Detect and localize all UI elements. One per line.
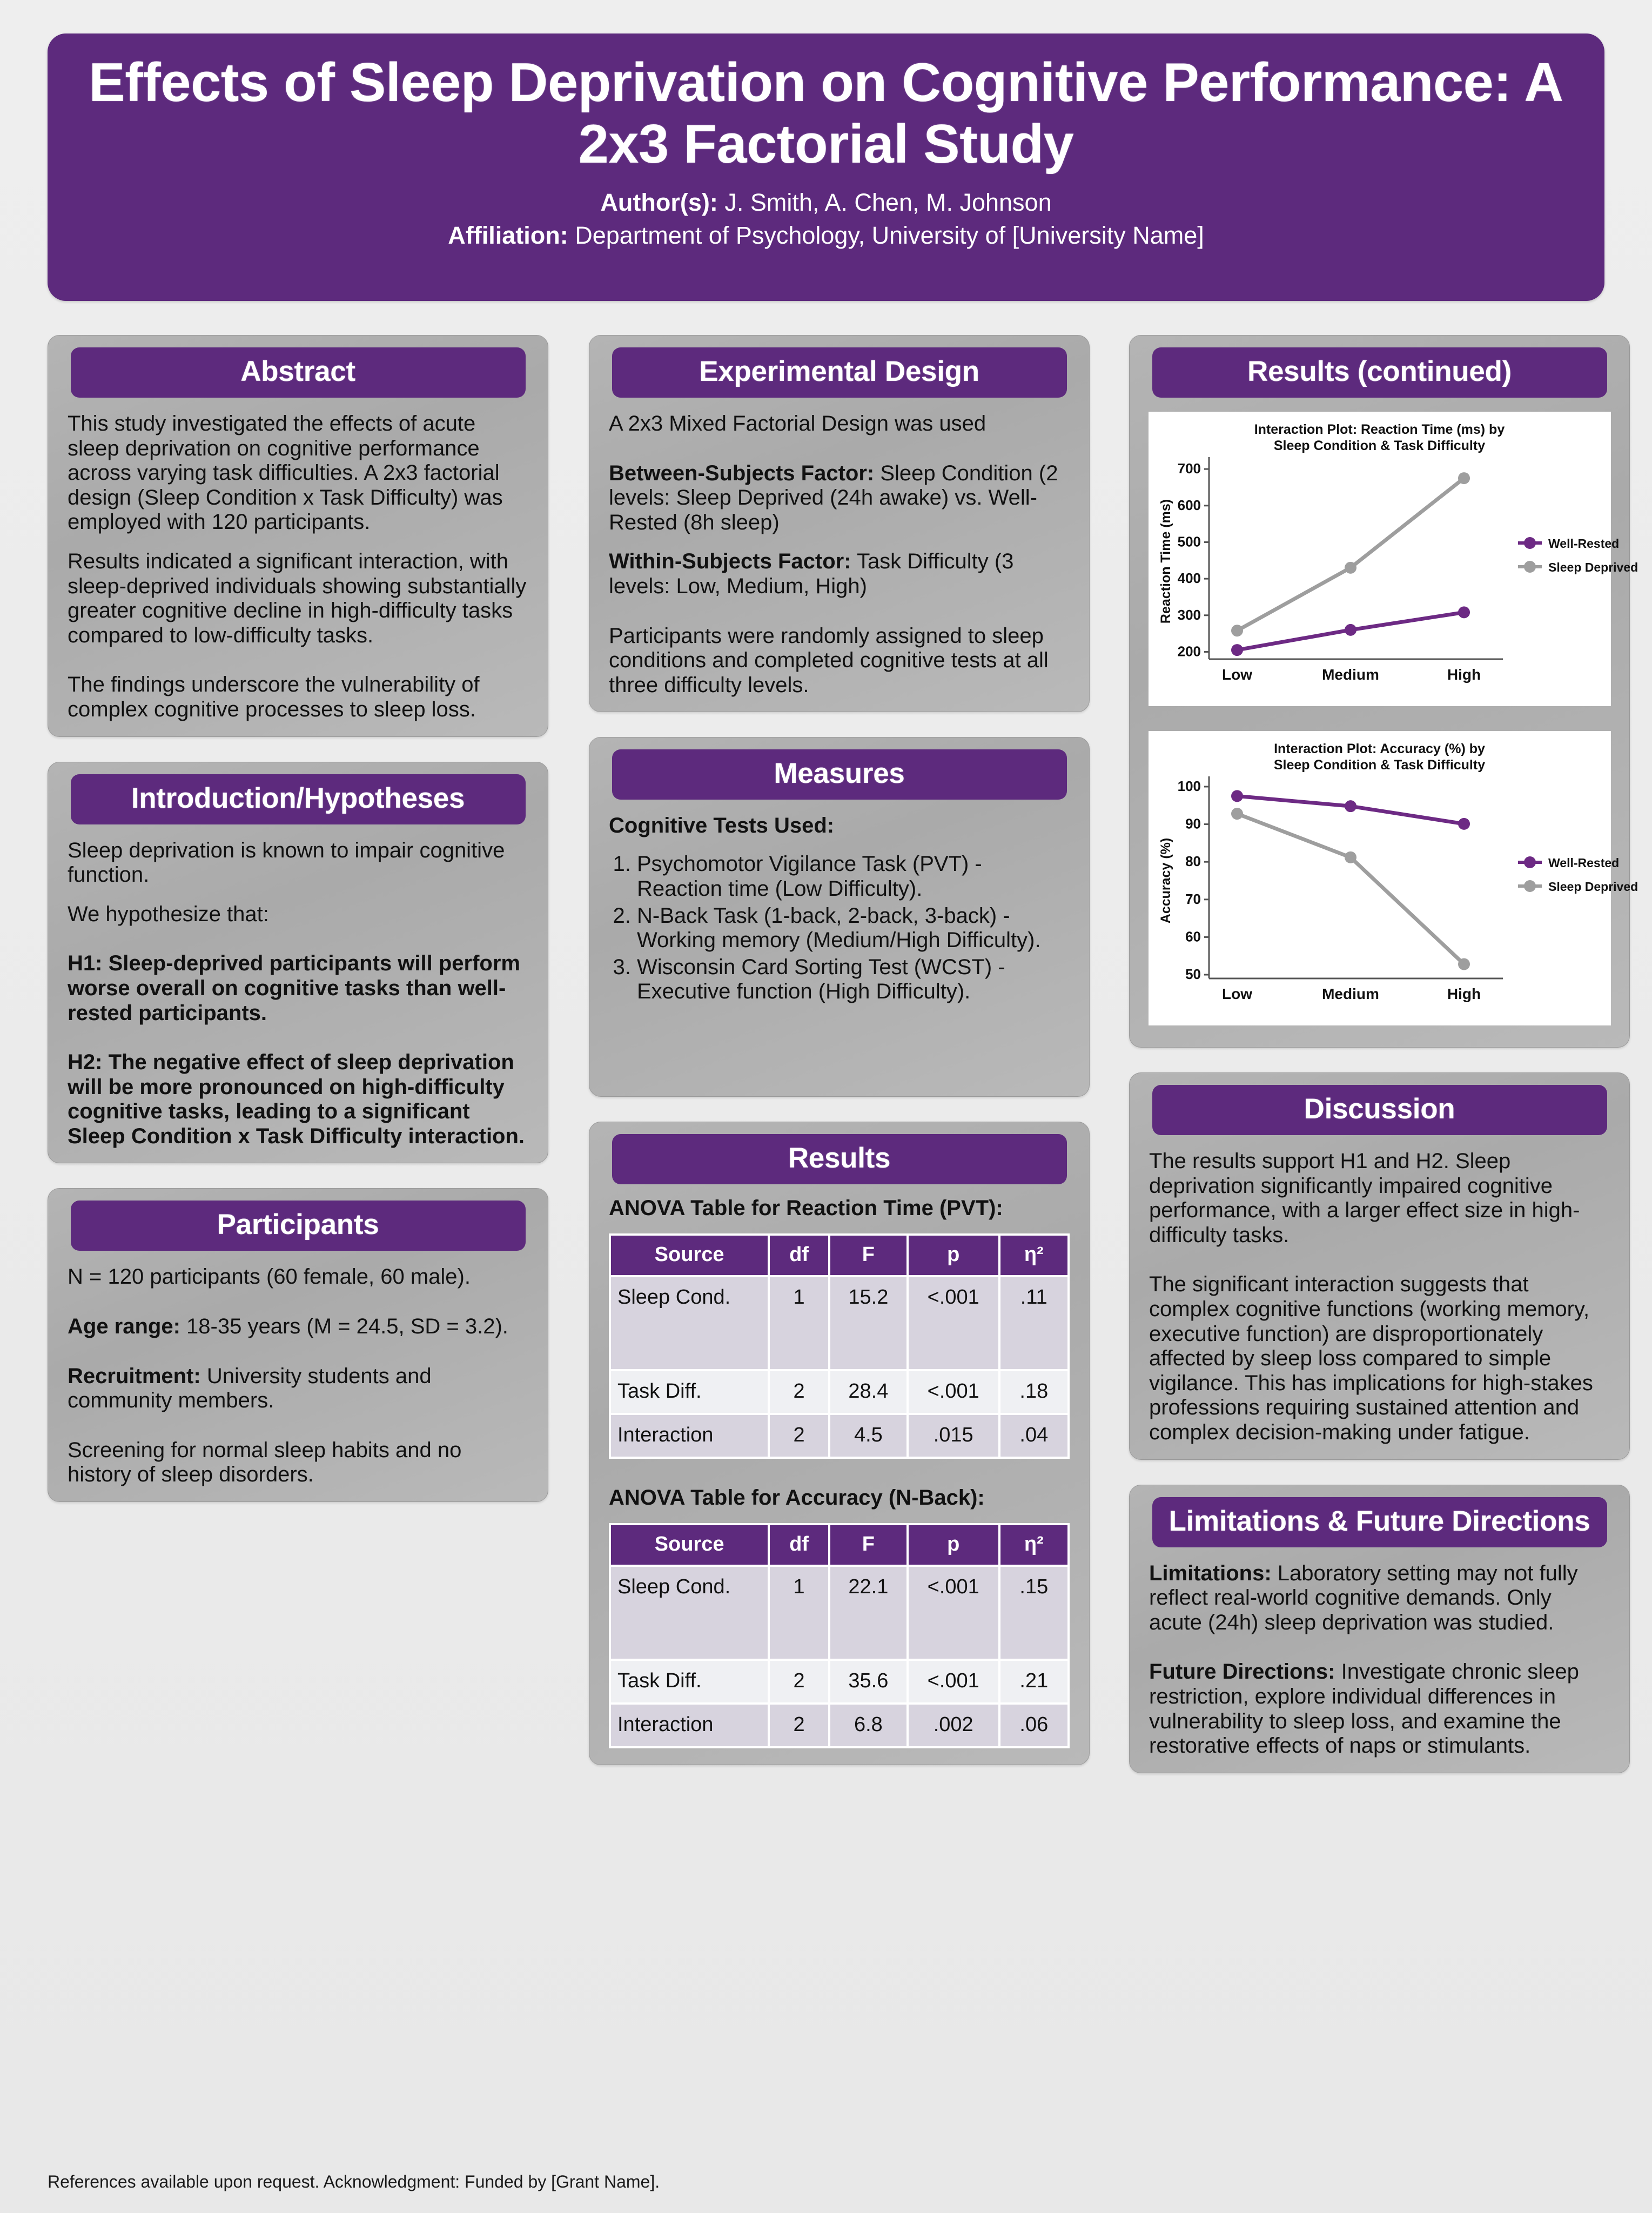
chart-svg-reaction-time	[1149, 412, 1638, 706]
panel-header-discussion: Discussion	[1152, 1085, 1607, 1135]
column-header-p: p	[909, 1525, 998, 1565]
cell-eta: .04	[1000, 1415, 1067, 1457]
cell-p: .015	[909, 1415, 998, 1457]
svg-text:60: 60	[1185, 928, 1201, 945]
column-header-f: F	[830, 1236, 906, 1275]
limitations-label: Limitations:	[1149, 1561, 1272, 1585]
introduction-paragraph-2: We hypothesize that:	[68, 902, 269, 926]
svg-text:Sleep Deprived: Sleep Deprived	[1548, 560, 1638, 574]
recruitment-value: University students and community members.	[68, 1364, 432, 1413]
affiliation-value: Department of Psychology, University of [University Name]	[568, 222, 1204, 249]
within-subjects-label: Within-Subjects Factor:	[609, 549, 851, 574]
anova-table-reaction-time	[609, 1233, 1070, 1459]
table-row	[611, 1705, 1067, 1746]
svg-text:80: 80	[1185, 853, 1201, 870]
cell-f: 4.5	[830, 1415, 906, 1457]
column-middle	[589, 335, 1090, 1790]
cell-p: <.001	[909, 1371, 998, 1413]
panel-header-experimental-design: Experimental Design	[612, 347, 1067, 398]
cell-f: 22.1	[830, 1567, 906, 1659]
hypothesis-h2: H2: The negative effect of sleep deprivation will be more pronounced on high-difficulty cognitive tasks, leading to a significant Sleep Condition x Task Difficulty interaction.	[68, 1050, 525, 1148]
age-range-label: Age range:	[68, 1315, 180, 1339]
cell-df: 2	[770, 1415, 828, 1457]
abstract-paragraph-1: This study investigated the effects of acute sleep deprivation on cognitive performance across varying task difficulties. A 2x3 factorial design (Sleep Condition x Task Difficulty) was employed with 120 participants.	[68, 412, 503, 534]
svg-text:50: 50	[1185, 966, 1201, 983]
table-row	[611, 1661, 1067, 1702]
future-directions-value: Investigate chronic sleep restriction, explore individual differences in vulnerability to sleep loss, and examine the restorative effects of naps or stimulants.	[1149, 1660, 1579, 1758]
chart-title-accuracy	[1149, 741, 1611, 773]
future-directions-label: Future Directions:	[1149, 1660, 1335, 1684]
svg-text:100: 100	[1177, 777, 1201, 794]
participants-recruitment	[68, 1364, 528, 1413]
column-header-eta: η²	[1000, 1236, 1067, 1275]
svg-text:Reaction Time (ms): Reaction Time (ms)	[1158, 499, 1173, 624]
design-paragraph-3: Participants were randomly assigned to sleep conditions and completed cognitive tests at all three difficulty levels.	[609, 623, 1049, 697]
svg-text:Well-Rested: Well-Rested	[1548, 856, 1619, 870]
limitations-value: Laboratory setting may not fully reflect real-world cognitive demands. Only acute (24h) sleep deprivation was studied.	[1149, 1561, 1578, 1634]
cell-p: <.001	[909, 1567, 998, 1659]
table-row	[611, 1277, 1067, 1369]
chart-reaction-time	[1149, 412, 1638, 706]
svg-text:200: 200	[1177, 643, 1201, 660]
column-header-df: df	[770, 1525, 828, 1565]
cell-eta: .21	[1000, 1661, 1067, 1702]
age-range-value: 18-35 years (M = 24.5, SD = 3.2).	[180, 1315, 508, 1339]
panel-limitations	[1129, 1485, 1630, 1773]
participants-age	[68, 1315, 528, 1339]
svg-text:Low: Low	[1221, 666, 1252, 683]
introduction-paragraph-1: Sleep deprivation is known to impair cognitive function.	[68, 838, 505, 887]
cell-p: <.001	[909, 1661, 998, 1702]
discussion-paragraph-2: The significant interaction suggests that complex cognitive functions (working memory, executive function) are disproportionately affected by sleep loss compared to simple vigilance. This has implications for high-stakes professions requiring sustained attention and complex decision-making under fatigue.	[1149, 1272, 1593, 1444]
cell-eta: .11	[1000, 1277, 1067, 1369]
cell-f: 35.6	[830, 1661, 906, 1702]
results-body	[601, 1184, 1077, 1748]
svg-text:Accuracy (%): Accuracy (%)	[1158, 837, 1173, 924]
panel-measures	[589, 737, 1090, 1097]
panel-header-measures: Measures	[612, 749, 1067, 800]
anova-table-accuracy	[609, 1523, 1070, 1748]
table1-caption: ANOVA Table for Reaction Time (PVT):	[609, 1196, 1003, 1220]
column-left	[48, 335, 548, 1527]
introduction-body	[60, 824, 536, 1149]
svg-text:Well-Rested: Well-Rested	[1548, 537, 1619, 551]
column-header-eta: η²	[1000, 1525, 1067, 1565]
measures-list	[609, 852, 1070, 1004]
panel-results	[589, 1122, 1090, 1765]
column-right	[1129, 335, 1638, 1798]
column-header-source: Source	[611, 1236, 768, 1275]
panel-header-results-continued: Results (continued)	[1152, 347, 1607, 398]
svg-text:High: High	[1447, 666, 1481, 683]
participants-body	[60, 1251, 536, 1487]
panel-introduction	[48, 762, 548, 1164]
table-row	[611, 1567, 1067, 1659]
recruitment-label: Recruitment:	[68, 1364, 201, 1388]
future-directions-text	[1149, 1660, 1610, 1758]
panel-header-participants: Participants	[71, 1201, 526, 1251]
table-header-row	[611, 1236, 1067, 1275]
design-body	[601, 398, 1077, 698]
list-item: 1. Psychomotor Vigilance Task (PVT) - Reaction time (Low Difficulty).	[637, 852, 1070, 901]
abstract-paragraph-2: Results indicated a significant interaction, with sleep-deprived individuals showing substantially greater cognitive decline in high-difficulty tasks compared to low-difficulty tasks.	[68, 549, 527, 647]
svg-text:Sleep Deprived: Sleep Deprived	[1548, 880, 1638, 894]
limitations-text	[1149, 1561, 1610, 1635]
cell-df: 2	[770, 1705, 828, 1746]
design-paragraph-1: A 2x3 Mixed Factorial Design was used	[609, 412, 986, 435]
table-row	[611, 1371, 1067, 1413]
cell-df: 1	[770, 1277, 828, 1369]
panel-participants	[48, 1188, 548, 1502]
limitations-body	[1141, 1547, 1617, 1759]
measures-body	[601, 800, 1077, 1082]
list-item: 3. Wisconsin Card Sorting Test (WCST) - Executive function (High Difficulty).	[637, 955, 1070, 1004]
authors-value: J. Smith, A. Chen, M. Johnson	[717, 189, 1052, 217]
panel-header-abstract: Abstract	[71, 347, 526, 398]
panel-discussion	[1129, 1072, 1630, 1460]
svg-text:300: 300	[1177, 606, 1201, 623]
svg-text:600: 600	[1177, 497, 1201, 513]
footer-note: References available upon request. Acknowledgment: Funded by [Grant Name].	[48, 2172, 660, 2191]
cell-source: Interaction	[611, 1415, 768, 1457]
participants-count: N = 120 participants (60 female, 60 male).	[68, 1265, 471, 1289]
abstract-paragraph-3: The findings underscore the vulnerability of complex cognitive processes to sleep loss.	[68, 673, 480, 721]
table2-caption: ANOVA Table for Accuracy (N-Back):	[609, 1485, 985, 1510]
chart-title-line-2: Sleep Condition & Task Difficulty	[1273, 757, 1486, 773]
svg-text:70: 70	[1185, 890, 1201, 907]
svg-text:500: 500	[1177, 533, 1201, 550]
design-within-subjects	[609, 549, 1070, 599]
table-header-row	[611, 1525, 1067, 1565]
authors-line	[75, 186, 1577, 219]
cell-source: Sleep Cond.	[611, 1567, 768, 1659]
title-banner	[48, 33, 1604, 301]
cell-source: Task Diff.	[611, 1661, 768, 1702]
cell-f: 28.4	[830, 1371, 906, 1413]
svg-text:Low: Low	[1221, 985, 1252, 1002]
design-between-subjects	[609, 461, 1070, 535]
chart-accuracy	[1149, 731, 1638, 1025]
column-header-f: F	[830, 1525, 906, 1565]
panel-header-results: Results	[612, 1134, 1067, 1184]
cell-f: 6.8	[830, 1705, 906, 1746]
list-item: 2. N-Back Task (1-back, 2-back, 3-back) - Working memory (Medium/High Difficulty).	[637, 904, 1070, 953]
panel-experimental-design	[589, 335, 1090, 712]
page-title: Effects of Sleep Deprivation on Cognitive Performance: A 2x3 Factorial Study	[89, 52, 1563, 175]
cell-source: Interaction	[611, 1705, 768, 1746]
cell-eta: .18	[1000, 1371, 1067, 1413]
measures-subhead: Cognitive Tests Used:	[609, 814, 835, 838]
panel-results-continued	[1129, 335, 1638, 1048]
column-header-p: p	[909, 1236, 998, 1275]
hypothesis-h1: H1: Sleep-deprived participants will perform worse overall on cognitive tasks than well-rested participants.	[68, 951, 520, 1025]
cell-eta: .06	[1000, 1705, 1067, 1746]
cell-p: .002	[909, 1705, 998, 1746]
cell-f: 15.2	[830, 1277, 906, 1369]
chart-title-line-1: Interaction Plot: Accuracy (%) by	[1274, 741, 1485, 756]
chart-title-line-2: Sleep Condition & Task Difficulty	[1273, 438, 1486, 453]
between-subjects-value: Sleep Condition (2 levels: Sleep Deprived (24h awake) vs. Well-Rested (8h sleep)	[609, 461, 1058, 534]
svg-text:700: 700	[1177, 460, 1201, 477]
affiliation-line	[75, 219, 1577, 252]
column-header-df: df	[770, 1236, 828, 1275]
table-row	[611, 1415, 1067, 1457]
cell-df: 1	[770, 1567, 828, 1659]
svg-text:Medium: Medium	[1321, 666, 1379, 683]
chart-title-reaction-time	[1149, 421, 1611, 454]
svg-text:Medium: Medium	[1321, 985, 1379, 1002]
discussion-body	[1141, 1135, 1617, 1445]
chart-title-line-1: Interaction Plot: Reaction Time (ms) by	[1254, 422, 1505, 437]
svg-text:400: 400	[1177, 570, 1201, 587]
cell-p: <.001	[909, 1277, 998, 1369]
chart-svg-accuracy	[1149, 731, 1638, 1025]
panel-header-introduction: Introduction/Hypotheses	[71, 774, 526, 824]
cell-source: Task Diff.	[611, 1371, 768, 1413]
cell-eta: .15	[1000, 1567, 1067, 1659]
panel-abstract	[48, 335, 548, 737]
discussion-paragraph-1: The results support H1 and H2. Sleep deprivation significantly impaired cognitive performance, with a larger effect size in high-difficulty tasks.	[1149, 1149, 1580, 1247]
between-subjects-label: Between-Subjects Factor:	[609, 461, 875, 485]
authors-label: Author(s):	[600, 189, 718, 217]
cell-df: 2	[770, 1661, 828, 1702]
cell-source: Sleep Cond.	[611, 1277, 768, 1369]
abstract-body	[60, 398, 536, 722]
cell-df: 2	[770, 1371, 828, 1413]
svg-text:90: 90	[1185, 815, 1201, 832]
svg-text:High: High	[1447, 985, 1481, 1002]
participants-screening: Screening for normal sleep habits and no history of sleep disorders.	[68, 1438, 462, 1487]
panel-header-limitations: Limitations & Future Directions	[1152, 1497, 1607, 1547]
column-header-source: Source	[611, 1525, 768, 1565]
affiliation-label: Affiliation:	[448, 222, 568, 249]
within-subjects-value: Task Difficulty (3 levels: Low, Medium, High)	[609, 549, 1014, 598]
